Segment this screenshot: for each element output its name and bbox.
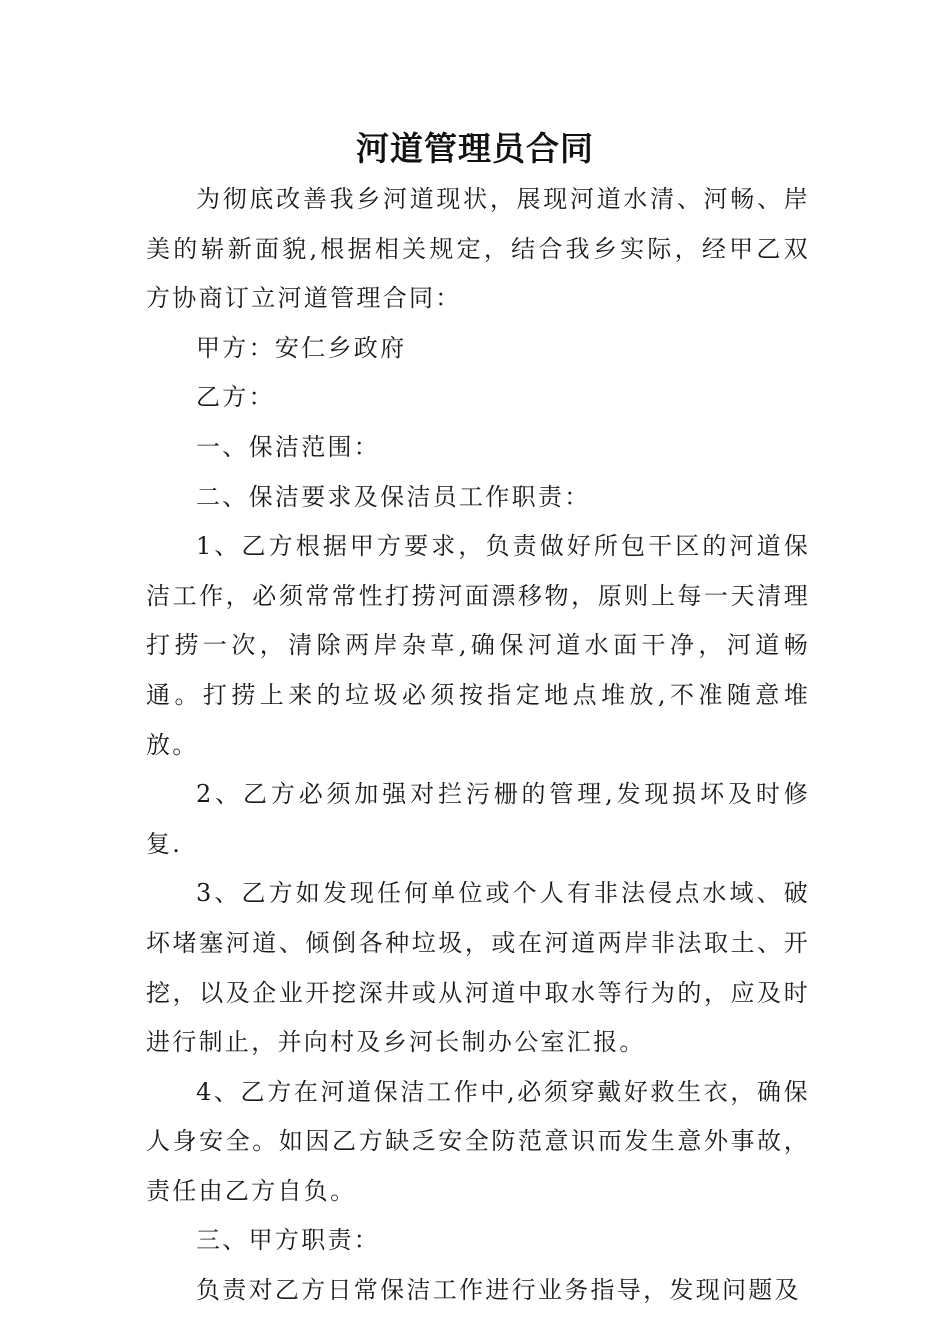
section-heading-requirements: 二、保洁要求及保洁员工作职责： xyxy=(196,482,591,511)
clause-1: 1、乙方根据甲方要求，负责做好所包干区的河道保洁工作，必须常常性打捞河面漂移物，原则上每一天清理打捞一次，清除两岸杂草,确保河道水面干净，河道畅通。打捞上来的垃圾必须按指定地点堆放,不准随意堆放。 xyxy=(146,532,810,759)
paragraph-party-a-duties: 负责对乙方日常保洁工作进行业务指导，发现问题及 xyxy=(196,1276,801,1305)
paragraph-party-a: 甲方：安仁乡政府 xyxy=(196,333,407,362)
paragraph-intro: 为彻底改善我乡河道现状，展现河道水清、河畅、岸美的崭新面貌,根据相关规定，结合我乡实际，经甲乙双方协商订立河道管理合同： xyxy=(146,185,810,313)
document-body xyxy=(146,175,810,1316)
clause-4: 4、乙方在河道保洁工作中,必须穿戴好救生衣，确保人身安全。如因乙方缺乏安全防范意识而发生意外事故，责任由乙方自负。 xyxy=(146,1077,810,1205)
paragraph-party-b: 乙方： xyxy=(196,383,275,412)
section-heading-party-a-duties: 三、甲方职责： xyxy=(196,1226,381,1255)
section-heading-scope: 一、保洁范围： xyxy=(196,432,381,461)
clause-2: 2、乙方必须加强对拦污栅的管理,发现损坏及时修复. xyxy=(146,780,810,858)
clause-3: 3、乙方如发现任何单位或个人有非法侵点水域、破坏堵塞河道、倾倒各种垃圾，或在河道两岸非法取土、开挖，以及企业开挖深井或从河道中取水等行为的，应及时进行制止，并向村及乡河长制办公室汇报。 xyxy=(146,879,810,1057)
document-title: 河道管理员合同 xyxy=(356,129,594,168)
